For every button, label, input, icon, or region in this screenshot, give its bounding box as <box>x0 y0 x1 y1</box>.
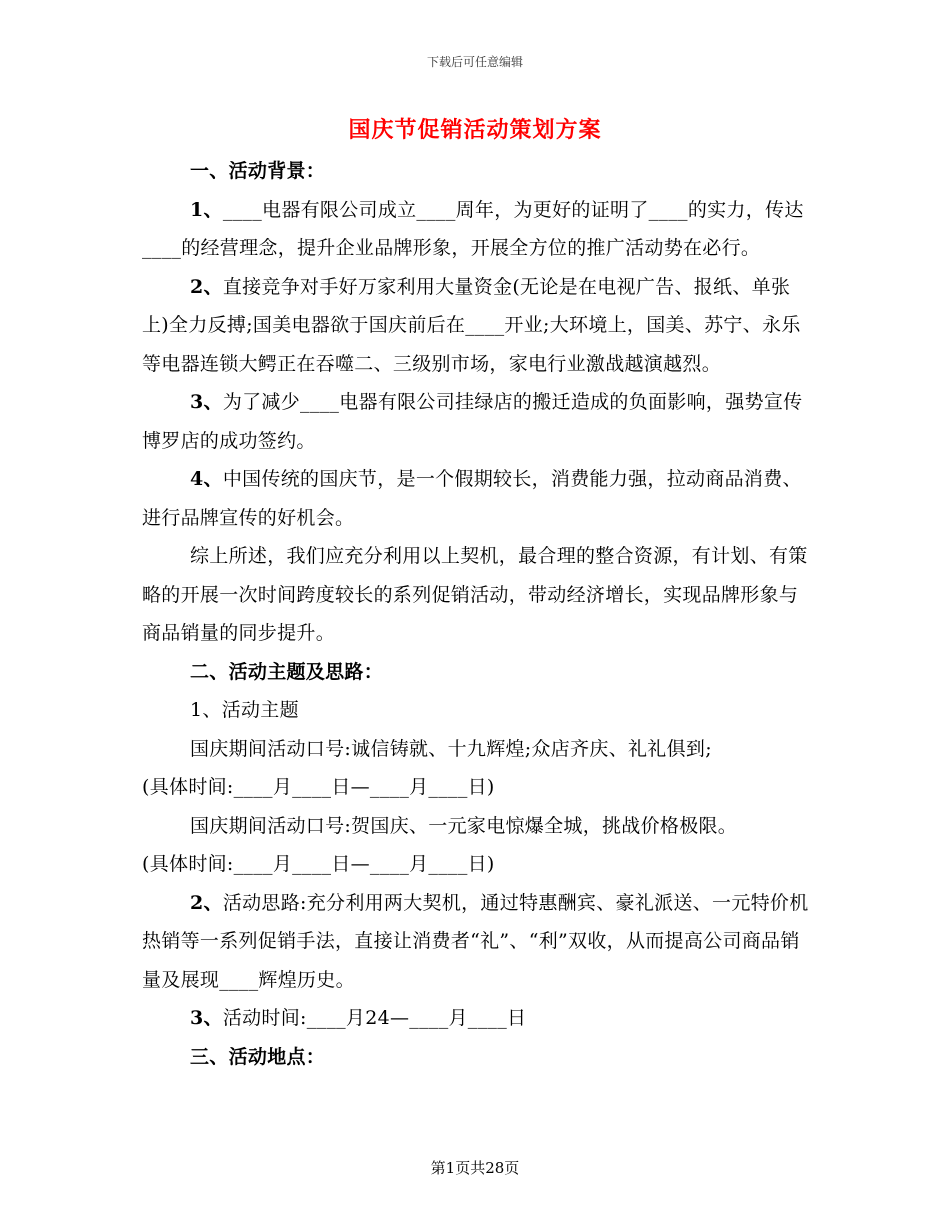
paragraph-slogan-1: 国庆期间活动口号:诚信铸就、十九辉煌;众店齐庆、礼礼俱到; <box>190 737 712 760</box>
paragraph-number: 3、 <box>190 391 223 413</box>
paragraph-time-2: (具体时间:____月____日—____月____日) <box>142 853 495 875</box>
header-note: 下载后可任意编辑 <box>426 55 523 69</box>
paragraph-text: ____电器有限公司成立____周年，为更好的证明了____的实力，传达____的经营理念，提升企业品牌形象，开展全方位的推广活动势在必行。 <box>142 198 804 259</box>
paragraph-text: 中国传统的国庆节，是一个假期较长，消费能力强，拉动商品消费、进行品牌宣传的好机会。 <box>142 468 802 529</box>
paragraph-approach <box>142 884 812 1000</box>
paragraph-number: 2、 <box>190 275 223 298</box>
paragraph-2 <box>142 268 812 384</box>
paragraph-slogan-2: 国庆期间活动口号:贺国庆、一元家电惊爆全城，挑战价格极限。 <box>190 814 738 837</box>
section-heading-location: 三、活动地点： <box>190 1045 326 1068</box>
paragraph-3 <box>142 383 812 460</box>
page-footer: 第1页共28页 <box>430 1159 520 1177</box>
paragraph-4 <box>142 460 812 537</box>
paragraph-text: 活动思路:充分利用两大契机，通过特惠酬宾、豪礼派送、一元特价机热销等一系列促销手法，直接让消费者“礼”、“利”双收，从而提高公司商品销量及展现____辉煌历史。 <box>142 891 809 991</box>
paragraph-theme-title: 1、活动主题 <box>190 699 299 721</box>
paragraph-number: 2、 <box>190 891 223 914</box>
paragraph-activity-time <box>142 999 812 1038</box>
paragraph-summary: 综上所述，我们应充分利用以上契机，最合理的整合资源，有计划、有策略的开展一次时间跨度较长的系列促销活动，带动经济增长，实现品牌形象与商品销量的同步提升。 <box>142 545 808 644</box>
section-heading-background: 一、活动背景： <box>190 160 326 182</box>
document-title: 国庆节促销活动策划方案 <box>348 117 602 143</box>
paragraph-number: 4、 <box>190 468 223 490</box>
paragraph-1 <box>142 191 812 268</box>
paragraph-time-1: (具体时间:____月____日—____月____日) <box>142 776 495 798</box>
paragraph-number: 3、 <box>190 1007 223 1029</box>
paragraph-text: 直接竞争对手好万家利用大量资金(无论是在电视广告、报纸、单张上)全力反搏;国美电器欲于国庆前后在____开业;大环境上，国美、苏宁、永乐等电器连锁大鳄正在吞噬二、三级别市场，家电行业激战越演越烈。 <box>142 275 801 375</box>
paragraph-text: 活动时间:____月24—____月____日 <box>222 1007 527 1029</box>
section-heading-theme: 二、活动主题及思路： <box>190 660 384 683</box>
paragraph-text: 为了减少____电器有限公司挂绿店的搬迁造成的负面影响，强势宣传博罗店的成功签约。 <box>142 391 803 452</box>
paragraph-number: 1、 <box>190 198 223 221</box>
document-body <box>142 152 812 1076</box>
